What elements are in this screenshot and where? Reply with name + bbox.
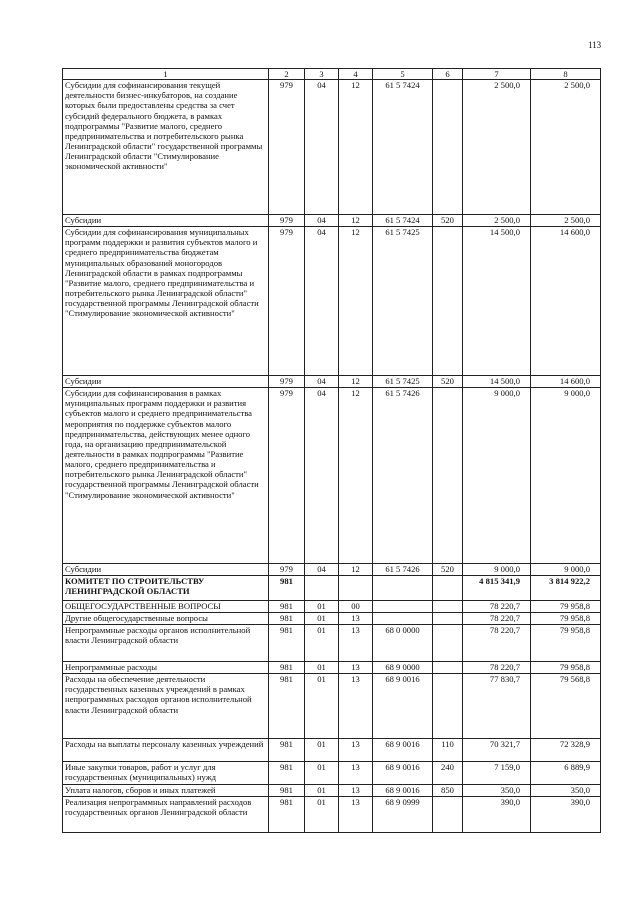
cell-code-section: 04 [305,227,339,376]
cell-code-target [373,601,433,613]
column-header: 7 [463,69,531,80]
cell-code-ministry: 981 [269,662,305,674]
cell-code-subsection: 12 [339,215,373,227]
cell-amount-year2: 79 958,8 [531,613,601,625]
cell-code-ministry: 979 [269,376,305,388]
row-description: Субсидии [63,564,269,576]
cell-amount-year2: 2 500,0 [531,215,601,227]
cell-amount-year1: 78 220,7 [463,613,531,625]
row-description: Другие общегосударственные вопросы [63,613,269,625]
cell-amount-year1: 7 159,0 [463,762,531,785]
cell-code-subsection: 12 [339,80,373,215]
cell-code-subsection: 12 [339,388,373,564]
cell-amount-year1: 2 500,0 [463,80,531,215]
table-row [63,674,601,739]
budget-table [62,68,601,833]
cell-code-ministry: 979 [269,80,305,215]
cell-amount-year2: 2 500,0 [531,80,601,215]
cell-code-target: 68 9 0016 [373,674,433,739]
cell-code-target: 68 9 0999 [373,797,433,833]
cell-code-subsection: 13 [339,662,373,674]
row-description: Расходы на выплаты персоналу казенных учреждений [63,739,269,762]
cell-amount-year2: 9 000,0 [531,564,601,576]
cell-code-ministry: 979 [269,388,305,564]
cell-code-target [373,576,433,601]
cell-amount-year1: 14 500,0 [463,227,531,376]
table-row [63,576,601,601]
cell-code-section: 01 [305,762,339,785]
cell-code-subsection: 13 [339,785,373,797]
cell-amount-year1: 2 500,0 [463,215,531,227]
column-header: 1 [63,69,269,80]
cell-amount-year2: 79 568,8 [531,674,601,739]
row-description: Субсидии для софинансирования муниципальных программ поддержки и развития субъектов малого и среднего предпринимательства бюджетам муниципальных образований моногородов Ленинградской области в рамках подпрограммы "Развитие малого, среднего предпринимательства и потребительского рынка Ленинградской области" государственной программы Ленинградской области "Стимулирование экономической активности" [63,227,269,376]
cell-amount-year2: 14 600,0 [531,227,601,376]
row-description: Субсидии для софинансирования в рамках муниципальных программ поддержки и развития субъектов малого и среднего предпринимательства мероприятия по поддержке субъектов малого предпринимательства, действующих менее одного года, на организацию предпринимательской деятельности в рамках подпрограммы "Развитие малого, среднего предпринимательства и потребительского рынка Ленинградской области" государственной программы Ленинградской области "Стимулирование экономической активности" [63,388,269,564]
table-row [63,785,601,797]
cell-code-section: 01 [305,785,339,797]
cell-code-ministry: 981 [269,739,305,762]
cell-amount-year2: 390,0 [531,797,601,833]
cell-code-expense-type: 520 [433,564,463,576]
cell-amount-year2: 9 000,0 [531,388,601,564]
cell-code-section: 04 [305,388,339,564]
cell-code-expense-type: 110 [433,739,463,762]
table-row [63,625,601,662]
cell-code-subsection: 13 [339,762,373,785]
cell-code-target: 68 9 0016 [373,785,433,797]
cell-amount-year2: 350,0 [531,785,601,797]
cell-code-expense-type [433,576,463,601]
cell-code-expense-type: 850 [433,785,463,797]
cell-amount-year2: 14 600,0 [531,376,601,388]
cell-code-expense-type: 240 [433,762,463,785]
column-header: 5 [373,69,433,80]
cell-code-subsection: 12 [339,227,373,376]
cell-code-target: 68 9 0016 [373,762,433,785]
cell-code-target: 61 5 7424 [373,80,433,215]
cell-code-target: 61 5 7425 [373,376,433,388]
cell-code-ministry: 981 [269,625,305,662]
table-row [63,564,601,576]
cell-code-subsection: 13 [339,739,373,762]
cell-amount-year2: 79 958,8 [531,662,601,674]
cell-code-target: 61 5 7425 [373,227,433,376]
table-row [63,80,601,215]
cell-code-expense-type [433,227,463,376]
cell-amount-year1: 4 815 341,9 [463,576,531,601]
cell-code-ministry: 981 [269,674,305,739]
cell-code-expense-type [433,613,463,625]
cell-amount-year1: 390,0 [463,797,531,833]
cell-code-target: 68 9 0000 [373,662,433,674]
cell-code-section [305,576,339,601]
cell-amount-year1: 77 830,7 [463,674,531,739]
cell-code-section: 04 [305,376,339,388]
cell-code-target: 61 5 7424 [373,215,433,227]
row-description: Иные закупки товаров, работ и услуг для государственных (муниципальных) нужд [63,762,269,785]
cell-code-subsection: 00 [339,601,373,613]
cell-code-expense-type [433,674,463,739]
table-row [63,797,601,833]
cell-code-expense-type [433,80,463,215]
cell-code-ministry: 981 [269,785,305,797]
cell-code-target: 68 0 0000 [373,625,433,662]
cell-code-section: 01 [305,662,339,674]
row-description: ОБЩЕГОСУДАРСТВЕННЫЕ ВОПРОСЫ [63,601,269,613]
column-header: 8 [531,69,601,80]
cell-code-target: 61 5 7426 [373,388,433,564]
row-description: КОМИТЕТ ПО СТРОИТЕЛЬСТВУ ЛЕНИНГРАДСКОЙ ОБЛАСТИ [63,576,269,601]
column-header: 3 [305,69,339,80]
row-description: Непрограммные расходы органов исполнительной власти Ленинградской области [63,625,269,662]
cell-amount-year2: 79 958,8 [531,625,601,662]
table-row [63,601,601,613]
table-row [63,662,601,674]
table-row [63,762,601,785]
cell-code-expense-type [433,388,463,564]
row-description: Непрограммные расходы [63,662,269,674]
cell-code-section: 01 [305,625,339,662]
cell-code-expense-type: 520 [433,376,463,388]
cell-code-ministry: 979 [269,215,305,227]
row-description: Расходы на обеспечение деятельности государственных казенных учреждений в рамках непрограммных расходов органов исполнительной власти Ленинградской области [63,674,269,739]
cell-code-ministry: 981 [269,797,305,833]
cell-code-subsection: 13 [339,625,373,662]
cell-amount-year1: 78 220,7 [463,601,531,613]
cell-code-section: 04 [305,215,339,227]
cell-amount-year1: 70 321,7 [463,739,531,762]
cell-code-expense-type [433,662,463,674]
cell-amount-year1: 78 220,7 [463,625,531,662]
cell-amount-year1: 9 000,0 [463,388,531,564]
column-header: 4 [339,69,373,80]
table-row [63,215,601,227]
row-description: Субсидии [63,376,269,388]
cell-code-ministry: 981 [269,601,305,613]
cell-code-section: 01 [305,797,339,833]
cell-code-subsection: 12 [339,564,373,576]
cell-code-section: 04 [305,80,339,215]
table-row [63,388,601,564]
cell-amount-year1: 14 500,0 [463,376,531,388]
cell-code-expense-type: 520 [433,215,463,227]
cell-code-target: 68 9 0016 [373,739,433,762]
cell-amount-year1: 9 000,0 [463,564,531,576]
cell-code-section: 04 [305,564,339,576]
cell-code-ministry: 981 [269,613,305,625]
table-row [63,739,601,762]
cell-amount-year2: 79 958,8 [531,601,601,613]
cell-code-section: 01 [305,739,339,762]
cell-code-subsection: 13 [339,674,373,739]
cell-code-ministry: 981 [269,576,305,601]
table-row [63,376,601,388]
cell-amount-year2: 6 889,9 [531,762,601,785]
cell-code-ministry: 979 [269,227,305,376]
cell-code-section: 01 [305,674,339,739]
table-row [63,227,601,376]
cell-code-subsection: 13 [339,613,373,625]
page-number: 113 [588,40,602,50]
cell-amount-year2: 72 328,9 [531,739,601,762]
row-description: Уплата налогов, сборов и иных платежей [63,785,269,797]
table-row [63,613,601,625]
column-header: 2 [269,69,305,80]
cell-amount-year1: 350,0 [463,785,531,797]
table-header-row [63,69,601,80]
cell-code-target: 61 5 7426 [373,564,433,576]
cell-amount-year2: 3 814 922,2 [531,576,601,601]
cell-code-ministry: 981 [269,762,305,785]
cell-code-section: 01 [305,601,339,613]
row-description: Субсидии [63,215,269,227]
cell-code-section: 01 [305,613,339,625]
cell-code-expense-type [433,601,463,613]
cell-code-subsection: 12 [339,376,373,388]
cell-code-subsection [339,576,373,601]
cell-code-expense-type [433,797,463,833]
cell-code-ministry: 979 [269,564,305,576]
row-description: Реализация непрограммных направлений расходов государственных органов Ленинградской области [63,797,269,833]
cell-amount-year1: 78 220,7 [463,662,531,674]
row-description: Субсидии для софинансирования текущей деятельности бизнес-инкубаторов, на создание которых были предоставлены средства за счет субсидий федерального бюджета, в рамках подпрограммы "Развитие малого, среднего предпринимательства и потребительского рынка Ленинградской области" государственной программы Ленинградской области "Стимулирование экономической активности" [63,80,269,215]
cell-code-subsection: 13 [339,797,373,833]
cell-code-expense-type [433,625,463,662]
column-header: 6 [433,69,463,80]
cell-code-target [373,613,433,625]
